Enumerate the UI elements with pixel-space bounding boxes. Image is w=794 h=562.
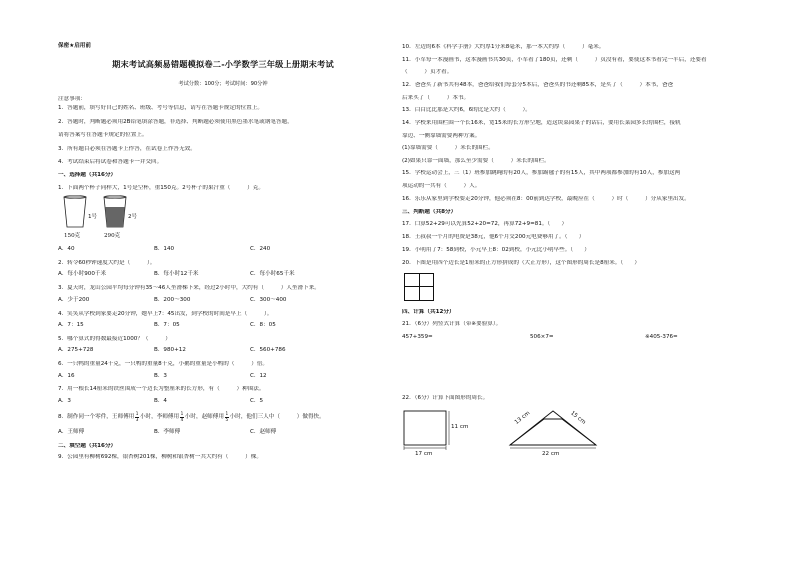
cup2-weight: 290克 [104,233,121,240]
section-3-title: 三、判断题（共8分） [402,208,457,215]
q3-options [58,297,388,305]
option-b[interactable]: B．每小时12千米 [154,271,199,278]
q5-options [58,347,388,355]
q10-text: 10．左边的6本《科学手册》大约厚1分米8毫米，那一本大约厚（ ）毫米。 [402,44,605,50]
option-b[interactable]: B．3 [154,372,167,379]
cup1-weight: 150克 [64,233,81,240]
q8-part-a: 8．制作同一个零件，王师傅用 [58,413,135,420]
page-title: 期末考试高频易错题模拟卷二-小学数学三年级上册期末考试 [112,59,334,69]
confidential-mark: 保密★启用前 [58,43,91,49]
option-c[interactable]: C．赵师傅 [250,428,277,435]
q17-text: 17．口算52+29可以先算52+20=72，再算72+9=81。（ ） [402,221,568,228]
q3-text: 3．夏天时，龙山公园平均每分钟有35～46人坐滑梯下来，经过2小时中，大约有（ ）人坐滑下来。 [58,285,320,292]
q16-text: 16．乐乐从家里到学校要走20分钟，他必须在8：00前到达学校，最晚应在（ ）时（ ）分从家里出发。 [402,195,690,202]
cup2-label: 2号 [128,214,138,221]
left-column [58,96,388,462]
q7-options [58,398,388,406]
q8-options [58,429,388,437]
q8-part-c: 小时，赵师傅用 [184,413,224,420]
score-info: 考试分数：100分；考试时间：90分钟 [178,81,268,87]
fraction-1-3: $\frac{1}{3}$ [135,411,139,422]
cup1-label: 1号 [88,214,98,221]
q6-text: 6．一只鸭的重量24千克，一只鸭的重量8千克，小鹅的重量是小鸭的（ ）倍。 [58,361,269,368]
q8-text [58,412,388,423]
option-c[interactable]: C．560+786 [250,347,286,354]
note-3: 3．所有题目必须在答题卡上作答，在试卷上作答无效。 [58,145,196,152]
rect-width-label: 17 cm [415,451,433,458]
q22-text: 22．（6分）计算下面图形的周长。 [402,394,489,401]
q4-text: 4．笑笑从学校到家要走20分钟，她早上7：45出发，到学校的时间是早上（ ）。 [58,310,273,317]
option-b[interactable]: B．李师傅 [154,428,181,435]
option-b[interactable]: B．140 [154,246,175,253]
calc-2: 506×7= [530,334,554,341]
section-1-title: 一、选择题（共16分） [58,172,117,179]
option-c[interactable]: C．8：05 [250,321,276,328]
option-a[interactable]: A．40 [58,246,75,253]
option-c[interactable]: C．240 [250,246,271,253]
note-4: 4．考试结束后将试卷和答题卡一并交回。 [58,158,163,165]
rectangle-shape [404,411,446,445]
section-4-title: 四、计算（共12分） [402,308,455,315]
q14-part-2: (2)如果只靠一面墙，那么至少需要（ ）米长的围栏。 [402,157,550,164]
note-1: 1．答题前，填写好自己的姓名、班级、考号等信息，请写在答题卡规定的位置上。 [58,105,263,112]
option-a[interactable]: A．16 [58,372,75,379]
q9-text: 9．公园里有柳树692棵，银杏树201棵，柳树和银杏树一共大约有（ ）棵。 [58,453,262,460]
option-b[interactable]: B．200～300 [154,296,191,303]
q2-options [58,271,388,279]
q8-part-b: 小时，李师傅用 [139,413,180,420]
q22-figures [402,407,742,461]
q11-text: 11．小军每一本漫画书，这本漫画书共30页，小军看了180页，还剩（ ）页没有看，要使这本书看完一半后，还要看 [402,56,707,63]
q14-part-1: (1)靠墙需要（ ）米长的围栏。 [402,145,494,152]
q6-options [58,373,388,381]
q21-calcs [402,334,742,342]
option-a[interactable]: A．7：15 [58,321,84,328]
q12-text-cont: 后来买了（ ）本书。 [402,94,470,101]
q14-text: 14．学校来用围栏围一个长16米，宽15米的长方形空地，造这块菜园果子的话后，要用长菜园多长的围栏，接轨 [402,120,681,127]
q21-text: 21．（6分）列竖式计算（带※要验算）。 [402,321,502,328]
q19-text: 19．小明用了7：58到校，小元早上8：02到校，小元比小明早些。（ ） [402,247,590,254]
option-a[interactable]: A．王师傅 [58,428,85,435]
q4-options [58,322,388,330]
option-b[interactable]: B．980+12 [154,347,186,354]
q18-text: 18．王叔叔一个月的电费是38元，他6个月交200元电费够用了。（ ） [402,234,585,241]
tri-left-label: 13 cm [513,410,532,426]
option-b[interactable]: B．4 [154,397,167,404]
note-2: 2．答题时，判断题必须用2B铅笔填涂答题，非选择、判断题必须使用黑色墨水笔或钢笔答题， [58,118,293,125]
option-a[interactable]: A．每小时900千米 [58,271,107,278]
rect-height-label: 11 cm [451,424,469,431]
q1-cups-figure [58,195,388,243]
section-2-title: 二、填空题（共16分） [58,442,117,449]
tri-base-label: 22 cm [542,451,560,458]
q2-text: 2．转令60秒钟速度大约是（ ）。 [58,260,156,267]
option-a[interactable]: A．少于200 [58,296,90,303]
option-a[interactable]: A．275+728 [58,347,94,354]
q20-text: 20．下图是用四个边长是1厘米的正方形拼成的（大正方形），这个图形的周长是8厘米。（ ） [402,260,640,267]
empty-cup-icon [64,197,86,227]
q12-text: 12．爸爸买了新书共有48本，爸爸给我们每套分5本后，爸爸买的书还剩85本，是买了（ ）本书，爸爸 [402,82,674,89]
q15-text-cont: 项运动的一共有（ ）人。 [402,182,481,189]
note-2-cont: 请将答案写在答题卡规定的位置上。 [58,132,148,139]
q15-text: 15．学校运动会上，三（1）班参加跳绳的有20人，参加踢毽子的有15人，其中两项都参加的有10人，参加这两 [402,170,681,177]
q8-part-d: 小时，他们三人中（ ）做得快。 [229,413,325,420]
q14-text-cont: 靠边、一侧靠墙需要两种方案。 [402,132,481,139]
q1-text: 1．下面两个杯子同样大，1号是空杯，重150克。2号杯子的果汁重（ ）克。 [58,184,264,191]
fraction-1-5: $\frac{1}{5}$ [225,411,229,422]
option-b[interactable]: B．7：05 [154,321,180,328]
q11-text-cont: （ ）页才看。 [402,69,453,76]
option-c[interactable]: C．300～400 [250,296,287,303]
q13-text: 13．白白比比那是大约6，6的比是大约（ ）。 [402,107,531,114]
option-c[interactable]: C．12 [250,372,267,379]
calc-3: ※405-376= [645,334,678,341]
q5-text: 5．哪个算式的得数最接近1000？（ ） [58,335,171,342]
option-c[interactable]: C．每小时65千米 [250,271,295,278]
calc-1: 457+359= [402,334,433,341]
tri-right-label: 15 cm [569,410,587,426]
notes-title: 注意事项： [58,96,86,102]
option-c[interactable]: C．5 [250,397,264,404]
q1-options [58,246,388,254]
right-column [402,44,742,461]
q7-text: 7．用一根长14厘米的铁丝围成一个边长为整厘米的长方形，有（ ）种围法。 [58,386,265,393]
square-grid-figure [404,273,434,301]
option-a[interactable]: A．3 [58,397,71,404]
fraction-1-4: $\frac{1}{4}$ [180,411,184,422]
